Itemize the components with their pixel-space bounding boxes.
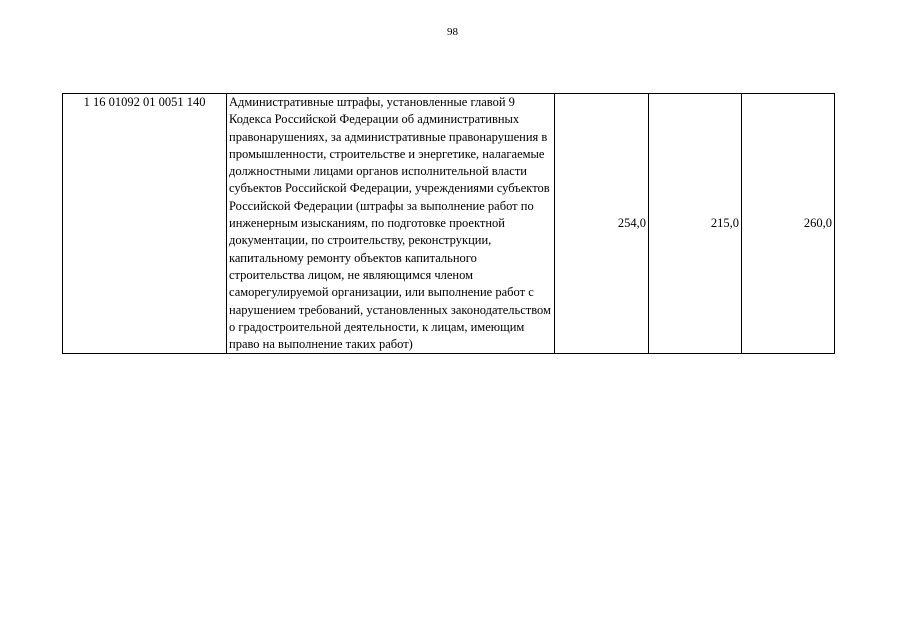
revenue-description: Административные штрафы, установленные главой 9 Кодекса Российской Федерации об административных правонарушениях, за административные правонарушения в промышленности, строительстве и энергетике, налагаемые должностными лицами органов исполнительной власти субъектов Российской Федерации, учреждениями субъектов Российской Федерации (штрафы за выполнение работ по инженерным изысканиям, по подготовке проектной документации, по строительству, реконструкции, капитальному ремонту объектов капитального строительства лицом, не являющимся членом саморегулируемой организации, или выполнение работ с нарушением требований, установленных законодательством о градостроительной деятельности, к лицам, имеющим право на выполнение таких работ) xyxy=(227,94,555,354)
amount-year-3: 260,0 xyxy=(742,94,835,354)
budget-table xyxy=(62,93,835,354)
amount-year-1: 254,0 xyxy=(555,94,649,354)
amount-year-2: 215,0 xyxy=(649,94,742,354)
budget-classification-code: 1 16 01092 01 0051 140 xyxy=(63,94,227,354)
page-number: 98 xyxy=(447,26,458,38)
table-row xyxy=(63,94,835,354)
